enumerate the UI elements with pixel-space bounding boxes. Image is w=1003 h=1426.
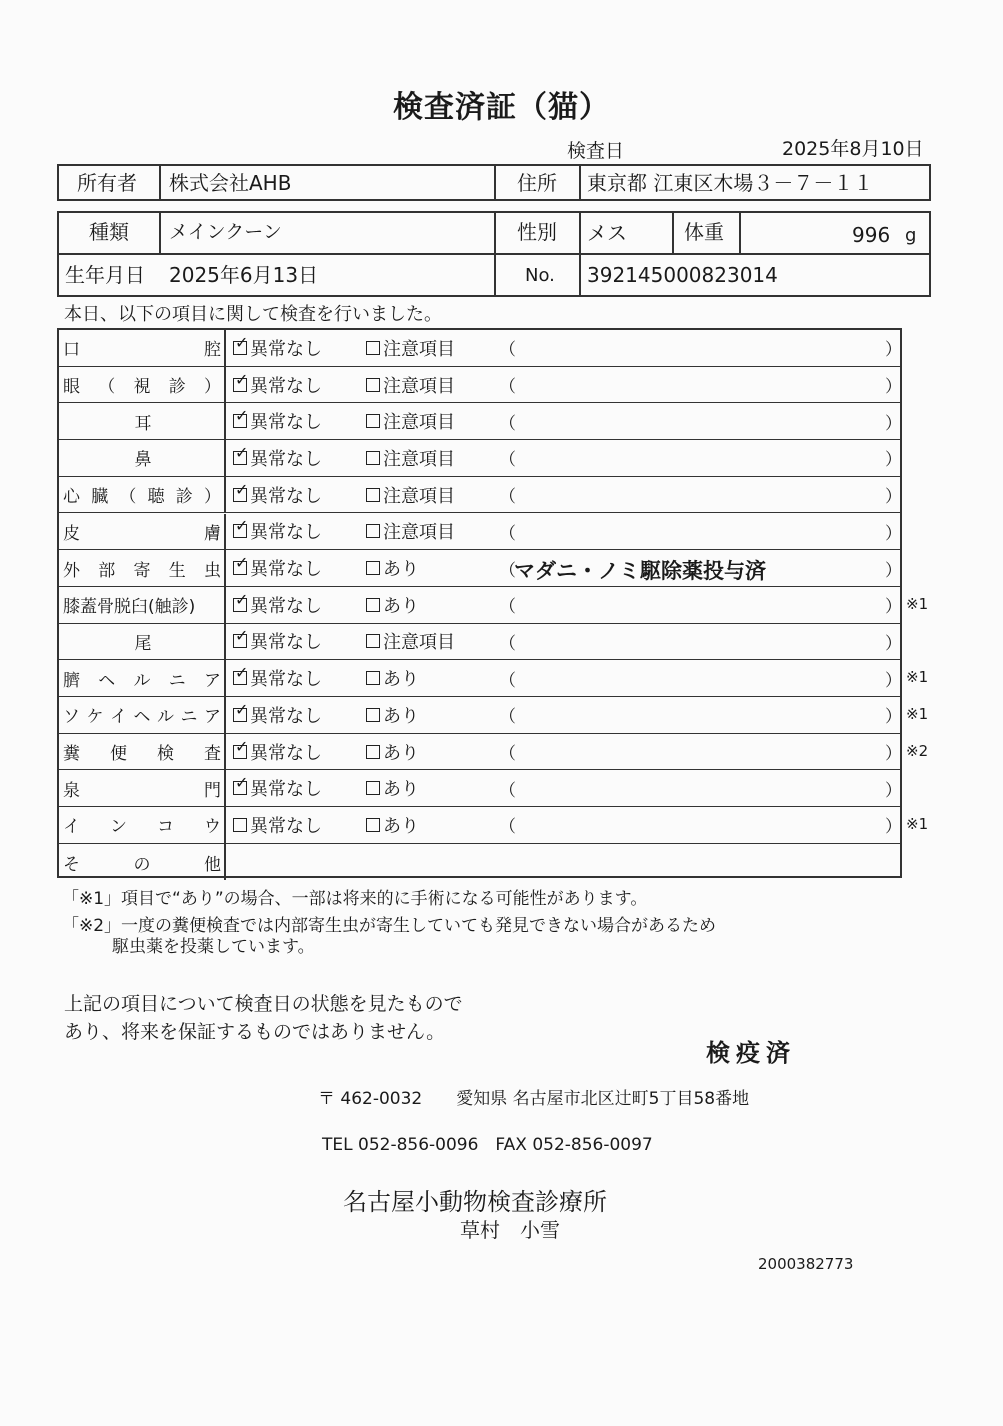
checks-table bbox=[57, 328, 902, 878]
checked-box-icon: ✓ bbox=[233, 781, 247, 795]
check-row bbox=[59, 550, 900, 587]
normal-label: 異常なし bbox=[250, 742, 322, 764]
owner-box bbox=[57, 164, 931, 201]
sex-label: 性別 bbox=[517, 220, 557, 244]
normal-label: 異常なし bbox=[250, 448, 322, 470]
paren-open: （ bbox=[499, 744, 516, 765]
postal-address: 〒 462-0032 愛知県 名古屋市北区辻町5丁目58番地 bbox=[318, 1089, 750, 1109]
option-checkbox[interactable] bbox=[366, 697, 419, 733]
paren-open: （ bbox=[499, 780, 516, 801]
paren-close: ） bbox=[885, 487, 902, 508]
normal-checkbox[interactable] bbox=[233, 587, 322, 623]
paren-open: （ bbox=[499, 633, 516, 654]
check-row-label: 鼻 bbox=[134, 450, 152, 471]
normal-checkbox[interactable] bbox=[233, 624, 322, 660]
paren-open: （ bbox=[499, 707, 516, 728]
empty-box-icon bbox=[366, 451, 380, 465]
option-label: 注意項目 bbox=[383, 485, 455, 507]
paren-open: （ bbox=[499, 523, 516, 544]
normal-label: 異常なし bbox=[250, 669, 322, 691]
weight-unit: g bbox=[905, 225, 917, 246]
option-checkbox[interactable] bbox=[366, 770, 419, 806]
paren-close: ） bbox=[885, 560, 902, 581]
paren-close: ） bbox=[885, 413, 902, 434]
normal-label: 異常なし bbox=[250, 338, 322, 360]
check-row bbox=[59, 770, 900, 807]
checked-box-icon: ✓ bbox=[233, 341, 247, 355]
normal-checkbox[interactable] bbox=[233, 550, 322, 586]
check-row bbox=[59, 697, 900, 734]
paren-open: （ bbox=[499, 487, 516, 508]
breed-label: 種類 bbox=[89, 220, 129, 244]
paren-open: （ bbox=[499, 340, 516, 361]
option-label: あり bbox=[383, 705, 419, 727]
option-label: 注意項目 bbox=[383, 448, 455, 470]
address-label: 住所 bbox=[517, 171, 557, 195]
option-label: 注意項目 bbox=[383, 522, 455, 544]
check-row-label: 外 部 寄 生 虫 bbox=[63, 560, 221, 581]
paren-close: ） bbox=[885, 377, 902, 398]
microchip-number: 392145000823014 bbox=[587, 263, 778, 287]
check-row bbox=[59, 330, 900, 367]
check-row-label: 泉 門 bbox=[63, 780, 221, 801]
checked-box-icon: ✓ bbox=[233, 745, 247, 759]
paren-open: （ bbox=[499, 817, 516, 838]
paren-close: ） bbox=[885, 450, 902, 471]
empty-box-icon bbox=[366, 378, 380, 392]
checked-box-icon: ✓ bbox=[233, 414, 247, 428]
option-label: 注意項目 bbox=[383, 412, 455, 434]
checked-box-icon: ✓ bbox=[233, 378, 247, 392]
check-row-label: そ の 他 bbox=[63, 854, 221, 875]
exam-date-label: 検査日 bbox=[567, 140, 625, 162]
paren-close: ） bbox=[885, 780, 902, 801]
checked-box-icon: ✓ bbox=[233, 451, 247, 465]
check-row-label: 眼 （ 視 診 ） bbox=[63, 377, 221, 398]
normal-checkbox[interactable] bbox=[233, 807, 322, 843]
normal-label: 異常なし bbox=[250, 412, 322, 434]
paren-open: （ bbox=[499, 377, 516, 398]
option-label: 注意項目 bbox=[383, 632, 455, 654]
birth-value: 2025年6月13日 bbox=[169, 263, 319, 287]
normal-label: 異常なし bbox=[250, 485, 322, 507]
normal-checkbox[interactable] bbox=[233, 367, 322, 403]
checked-box-icon: ✓ bbox=[233, 524, 247, 538]
normal-label: 異常なし bbox=[250, 779, 322, 801]
option-label: 注意項目 bbox=[383, 375, 455, 397]
disclaimer: 上記の項目について検査日の状態を見たものであり、将来を保証するものではありません。 bbox=[64, 993, 463, 1043]
normal-checkbox[interactable] bbox=[233, 403, 322, 439]
checked-box-icon: ✓ bbox=[233, 671, 247, 685]
check-row bbox=[59, 844, 900, 881]
option-checkbox[interactable] bbox=[366, 403, 455, 439]
paren-open: （ bbox=[499, 597, 516, 618]
empty-box-icon bbox=[233, 818, 247, 832]
option-checkbox[interactable] bbox=[366, 734, 419, 770]
normal-label: 異常なし bbox=[250, 632, 322, 654]
check-row-label: ソ ケ イ ヘ ル ニ ア bbox=[63, 707, 221, 728]
check-row-label: 口 腔 bbox=[63, 340, 221, 361]
checked-box-icon: ✓ bbox=[233, 488, 247, 502]
normal-label: 異常なし bbox=[250, 522, 322, 544]
footnote-mark: ※2 bbox=[906, 741, 929, 760]
normal-checkbox[interactable] bbox=[233, 660, 322, 696]
check-row bbox=[59, 807, 900, 844]
paren-open: （ bbox=[499, 413, 516, 434]
check-row-label: 心 臓 （ 聴 診 ） bbox=[63, 487, 221, 508]
normal-label: 異常なし bbox=[250, 375, 322, 397]
option-checkbox[interactable] bbox=[366, 477, 455, 513]
paren-close: ） bbox=[885, 670, 902, 691]
check-row-label: イ ン コ ウ bbox=[63, 817, 221, 838]
normal-checkbox[interactable] bbox=[233, 440, 322, 476]
empty-box-icon bbox=[366, 341, 380, 355]
exam-date: 2025年8月10日 bbox=[782, 138, 924, 160]
check-row bbox=[59, 624, 900, 661]
empty-box-icon bbox=[366, 818, 380, 832]
paren-close: ） bbox=[885, 633, 902, 654]
option-label: あり bbox=[383, 595, 419, 617]
empty-box-icon bbox=[366, 561, 380, 575]
paren-close: ） bbox=[885, 707, 902, 728]
paren-close: ） bbox=[885, 340, 902, 361]
paren-open: （ bbox=[499, 450, 516, 471]
empty-box-icon bbox=[366, 524, 380, 538]
check-row bbox=[59, 440, 900, 477]
empty-box-icon bbox=[366, 671, 380, 685]
document-number: 2000382773 bbox=[758, 1255, 854, 1273]
option-label: あり bbox=[383, 742, 419, 764]
option-label: あり bbox=[383, 779, 419, 801]
option-checkbox[interactable] bbox=[366, 367, 455, 403]
check-row-label: 耳 bbox=[134, 413, 152, 434]
check-row bbox=[59, 367, 900, 404]
paren-close: ） bbox=[885, 744, 902, 765]
check-row-label: 膝蓋骨脱臼(触診) bbox=[63, 597, 196, 618]
empty-box-icon bbox=[366, 414, 380, 428]
footnote-mark: ※1 bbox=[906, 668, 929, 687]
option-checkbox[interactable] bbox=[366, 587, 419, 623]
empty-box-icon bbox=[366, 708, 380, 722]
footnote-mark: ※1 bbox=[906, 705, 929, 723]
option-checkbox[interactable] bbox=[366, 514, 455, 550]
weight-label: 体重 bbox=[684, 220, 724, 244]
footnote-2-line1: 「※2」一度の糞便検査では内部寄生虫が寄生していても発見できない場合があるため bbox=[62, 916, 717, 936]
check-row bbox=[59, 477, 900, 514]
paren-close: ） bbox=[885, 817, 902, 838]
option-checkbox[interactable] bbox=[366, 330, 455, 366]
weight-value: 996 bbox=[852, 223, 891, 247]
empty-box-icon bbox=[366, 745, 380, 759]
check-row-label: 皮 膚 bbox=[63, 523, 221, 544]
normal-label: 異常なし bbox=[250, 705, 322, 727]
owner-label: 所有者 bbox=[77, 171, 137, 195]
normal-checkbox[interactable] bbox=[233, 770, 322, 806]
normal-checkbox[interactable] bbox=[233, 734, 322, 770]
sex-value: メス bbox=[587, 221, 627, 245]
check-row bbox=[59, 734, 900, 771]
checked-box-icon: ✓ bbox=[233, 598, 247, 612]
footnote-2-line2: 駆虫薬を投薬しています。 bbox=[112, 937, 315, 957]
footnote-mark: ※1 bbox=[906, 815, 929, 834]
normal-checkbox[interactable] bbox=[233, 330, 322, 366]
check-row-label: 尾 bbox=[134, 633, 152, 654]
normal-label: 異常なし bbox=[250, 815, 322, 837]
option-checkbox[interactable] bbox=[366, 440, 455, 476]
option-label: 注意項目 bbox=[383, 338, 455, 360]
intro-text: 本日、以下の項目に関して検査を行いました。 bbox=[64, 304, 442, 325]
page-title: 検査済証（猫） bbox=[393, 90, 610, 125]
no-label: No. bbox=[525, 265, 555, 286]
check-row-label: 糞 便 検 査 bbox=[63, 744, 221, 765]
clinic-name: 名古屋小動物検査診療所 bbox=[343, 1188, 607, 1216]
footnote-1: 「※1」項目で“あり”の場合、一部は将来的に手術になる可能性があります。 bbox=[62, 889, 648, 909]
check-row bbox=[59, 514, 900, 551]
option-checkbox[interactable] bbox=[366, 550, 419, 586]
check-row-label: 臍 ヘ ル ニ ア bbox=[63, 670, 221, 691]
pet-info-box bbox=[57, 211, 931, 297]
empty-box-icon bbox=[366, 488, 380, 502]
option-label: あり bbox=[383, 815, 419, 837]
footnote-mark: ※1 bbox=[906, 594, 929, 613]
normal-label: 異常なし bbox=[250, 559, 322, 581]
normal-checkbox[interactable] bbox=[233, 514, 322, 550]
address-value: 東京都 江東区木場３－７－１１ bbox=[587, 171, 874, 195]
paren-open: （ bbox=[499, 560, 516, 581]
option-checkbox[interactable] bbox=[366, 660, 419, 696]
empty-box-icon bbox=[366, 781, 380, 795]
option-label: あり bbox=[383, 669, 419, 691]
option-checkbox[interactable] bbox=[366, 624, 455, 660]
check-row bbox=[59, 587, 900, 624]
checked-box-icon: ✓ bbox=[233, 561, 247, 575]
paren-open: （ bbox=[499, 670, 516, 691]
checked-box-icon: ✓ bbox=[233, 708, 247, 722]
owner-value: 株式会社AHB bbox=[169, 171, 292, 195]
check-note: マダニ・ノミ駆除薬投与済 bbox=[514, 559, 766, 584]
birth-label: 生年月日 bbox=[65, 263, 145, 287]
tel-fax: TEL 052-856-0096 FAX 052-856-0097 bbox=[322, 1135, 653, 1155]
option-checkbox[interactable] bbox=[366, 807, 419, 843]
empty-box-icon bbox=[366, 634, 380, 648]
check-row bbox=[59, 403, 900, 440]
normal-label: 異常なし bbox=[250, 595, 322, 617]
option-label: あり bbox=[383, 559, 419, 581]
quarantine-stamp: 検疫済 bbox=[706, 1039, 796, 1067]
normal-checkbox[interactable] bbox=[233, 697, 322, 733]
paren-close: ） bbox=[885, 523, 902, 544]
breed-value: メインクーン bbox=[169, 221, 282, 243]
normal-checkbox[interactable] bbox=[233, 477, 322, 513]
checked-box-icon: ✓ bbox=[233, 634, 247, 648]
empty-box-icon bbox=[366, 598, 380, 612]
paren-close: ） bbox=[885, 597, 902, 618]
vet-name: 草村 小雪 bbox=[460, 1218, 560, 1242]
check-row bbox=[59, 660, 900, 697]
